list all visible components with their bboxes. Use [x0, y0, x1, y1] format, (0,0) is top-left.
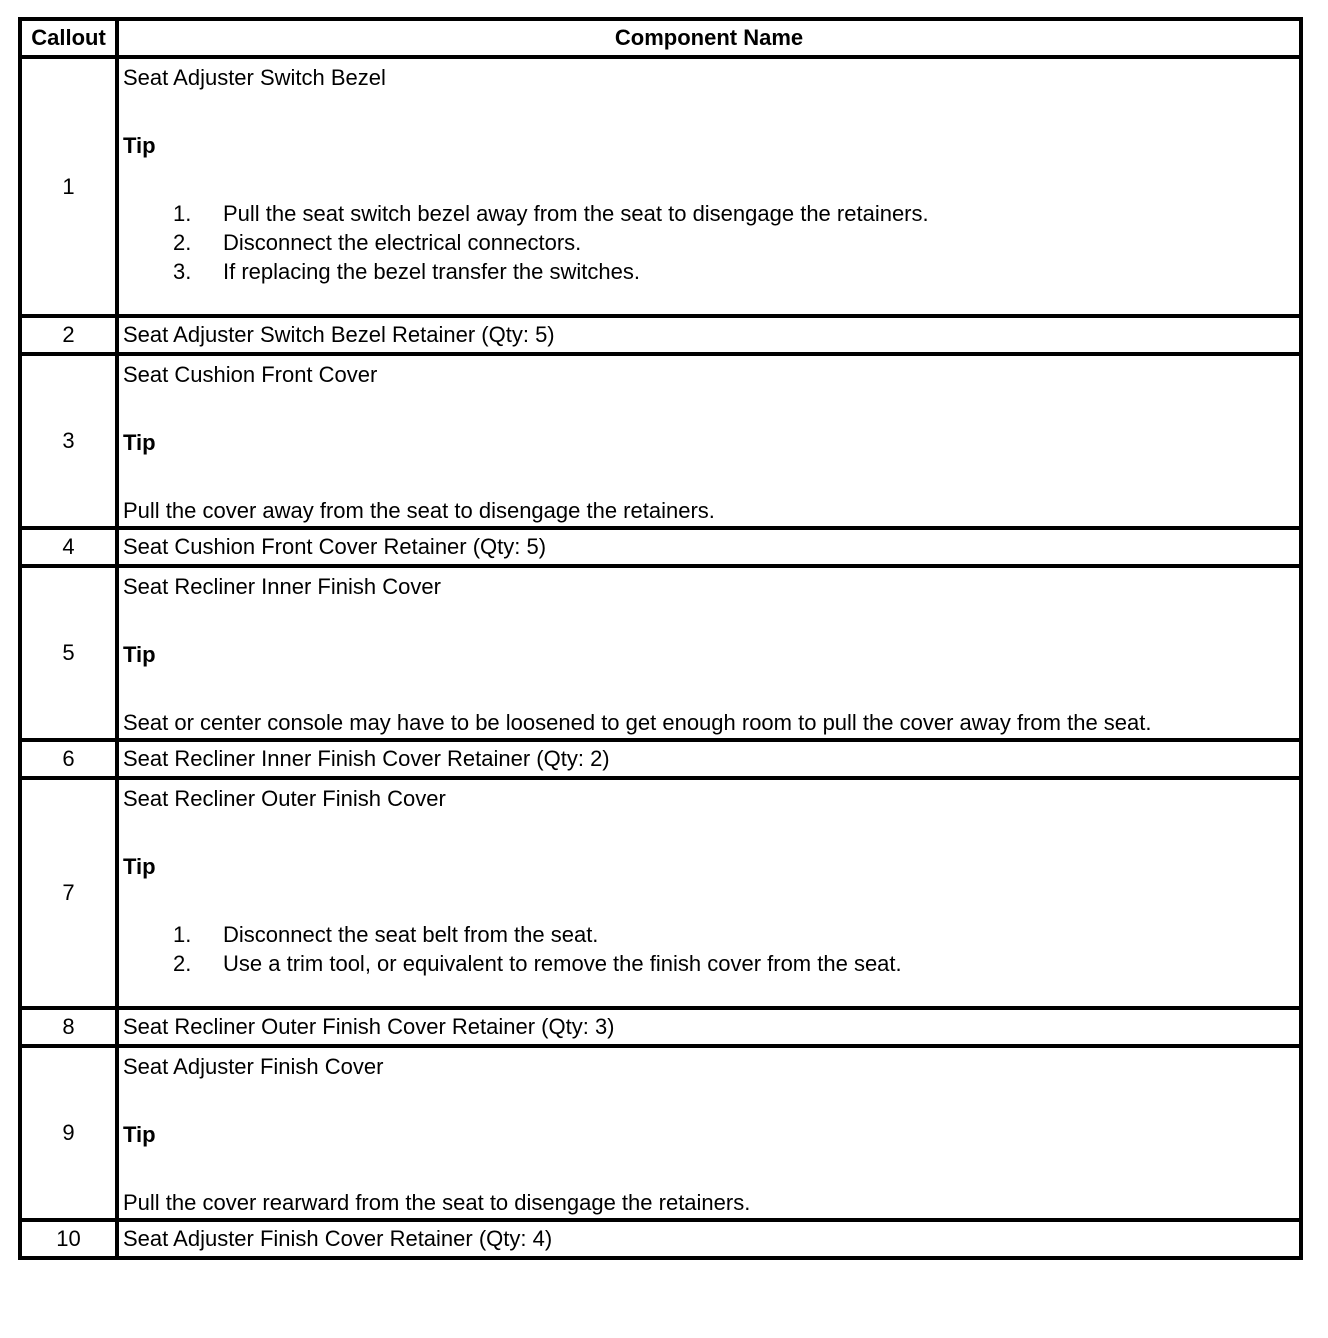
component-title: Seat Adjuster Switch Bezel Retainer (Qty: 5) — [117, 316, 1301, 354]
table-row — [20, 778, 1301, 1008]
component-title: Seat Cushion Front Cover Retainer (Qty: 5) — [117, 528, 1301, 566]
tip-step: 1. Pull the seat switch bezel away from the seat to disengage the retainers. — [173, 201, 929, 226]
tip-step: 2. Use a trim tool, or equivalent to remove the finish cover from the seat. — [173, 951, 902, 976]
table-row — [20, 316, 1301, 354]
component-cell — [117, 57, 1301, 316]
tip-text: Seat or center console may have to be loosened to get enough room to pull the cover away from the seat. — [123, 710, 1152, 735]
header-callout: Callout — [20, 19, 117, 57]
tip-heading: Tip — [123, 854, 156, 879]
tip-heading: Tip — [123, 430, 156, 455]
component-table — [18, 17, 1303, 1260]
tip-text: Pull the cover away from the seat to disengage the retainers. — [123, 498, 715, 523]
callout-cell: 2 — [20, 316, 117, 354]
callout-cell: 8 — [20, 1008, 117, 1046]
table-row — [20, 1046, 1301, 1220]
table-row — [20, 566, 1301, 740]
tip-heading: Tip — [123, 133, 156, 158]
callout-cell: 7 — [20, 778, 117, 1008]
callout-cell: 1 — [20, 57, 117, 316]
table-row — [20, 354, 1301, 528]
tip-steps — [123, 199, 1299, 286]
component-title: Seat Adjuster Finish Cover Retainer (Qty: 4) — [117, 1220, 1301, 1258]
table-row — [20, 528, 1301, 566]
tip-heading: Tip — [123, 1122, 156, 1147]
component-title: Seat Recliner Inner Finish Cover Retainer (Qty: 2) — [117, 740, 1301, 778]
component-cell — [117, 354, 1301, 528]
table-row — [20, 1220, 1301, 1258]
tip-steps — [123, 920, 1299, 978]
callout-cell: 5 — [20, 566, 117, 740]
callout-cell: 10 — [20, 1220, 117, 1258]
component-title: Seat Recliner Outer Finish Cover — [123, 786, 446, 811]
table-row — [20, 1008, 1301, 1046]
tip-step: 1. Disconnect the seat belt from the seat. — [173, 922, 599, 947]
component-title: Seat Cushion Front Cover — [123, 362, 378, 387]
tip-step: 3. If replacing the bezel transfer the switches. — [173, 259, 640, 284]
component-cell — [117, 566, 1301, 740]
component-cell — [117, 1046, 1301, 1220]
callout-cell: 4 — [20, 528, 117, 566]
table-row — [20, 57, 1301, 316]
tip-step: 2. Disconnect the electrical connectors. — [173, 230, 582, 255]
callout-cell: 6 — [20, 740, 117, 778]
callout-cell: 9 — [20, 1046, 117, 1220]
table-row — [20, 740, 1301, 778]
component-title: Seat Recliner Outer Finish Cover Retainer (Qty: 3) — [117, 1008, 1301, 1046]
tip-heading: Tip — [123, 642, 156, 667]
header-component-name: Component Name — [117, 19, 1301, 57]
component-title: Seat Adjuster Switch Bezel — [123, 65, 386, 90]
tip-text: Pull the cover rearward from the seat to disengage the retainers. — [123, 1190, 751, 1215]
component-cell — [117, 778, 1301, 1008]
component-title: Seat Recliner Inner Finish Cover — [123, 574, 441, 599]
header-row — [20, 19, 1301, 57]
callout-cell: 3 — [20, 354, 117, 528]
component-title: Seat Adjuster Finish Cover — [123, 1054, 384, 1079]
